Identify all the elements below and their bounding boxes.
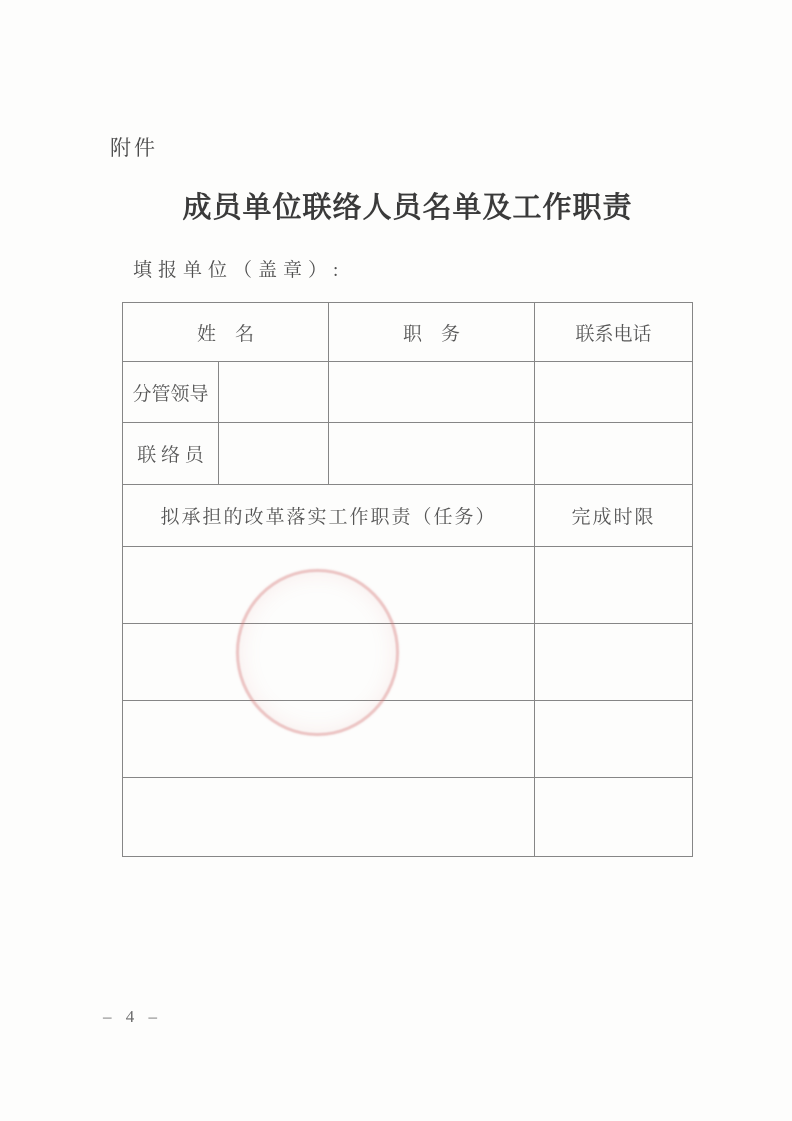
deadline-entry-cell [535, 778, 693, 857]
header-cell-phone: 联系电话 [535, 303, 693, 362]
table-row-liaison [123, 423, 693, 485]
duty-entry-cell [123, 624, 535, 701]
leader-name-cell [219, 362, 329, 423]
leader-position-cell [329, 362, 535, 423]
deadline-entry-cell [535, 701, 693, 778]
row-label-leader: 分管领导 [123, 362, 219, 423]
page-number: – 4 – [103, 1007, 162, 1026]
attachment-label: 附件 [110, 136, 158, 160]
liaison-position-cell [329, 423, 535, 485]
table-header-row [123, 303, 693, 362]
leader-phone-cell [535, 362, 693, 423]
duty-entry-cell [123, 701, 535, 778]
header-cell-name: 姓 名 [123, 303, 329, 362]
duty-header-cell: 拟承担的改革落实工作职责（任务） [123, 485, 535, 547]
row-label-liaison: 联 络 员 [123, 423, 219, 485]
table-row-leader [123, 362, 693, 423]
table-row-duty-header [123, 485, 693, 547]
deadline-header-cell: 完成时限 [535, 485, 693, 547]
duty-entry-cell [123, 547, 535, 624]
deadline-entry-cell [535, 624, 693, 701]
deadline-entry-cell [535, 547, 693, 624]
liaison-name-cell [219, 423, 329, 485]
table-row-empty-4 [123, 778, 693, 857]
duty-entry-cell [123, 778, 535, 857]
table-row-empty-1 [123, 547, 693, 624]
liaison-form-table [122, 302, 693, 857]
fill-unit-seal-label: 填报单位（盖章）: [133, 260, 345, 281]
liaison-phone-cell [535, 423, 693, 485]
table-row-empty-3 [123, 701, 693, 778]
page-title: 成员单位联络人员名单及工作职责 [182, 192, 633, 224]
table-row-empty-2 [123, 624, 693, 701]
header-cell-position: 职 务 [329, 303, 535, 362]
